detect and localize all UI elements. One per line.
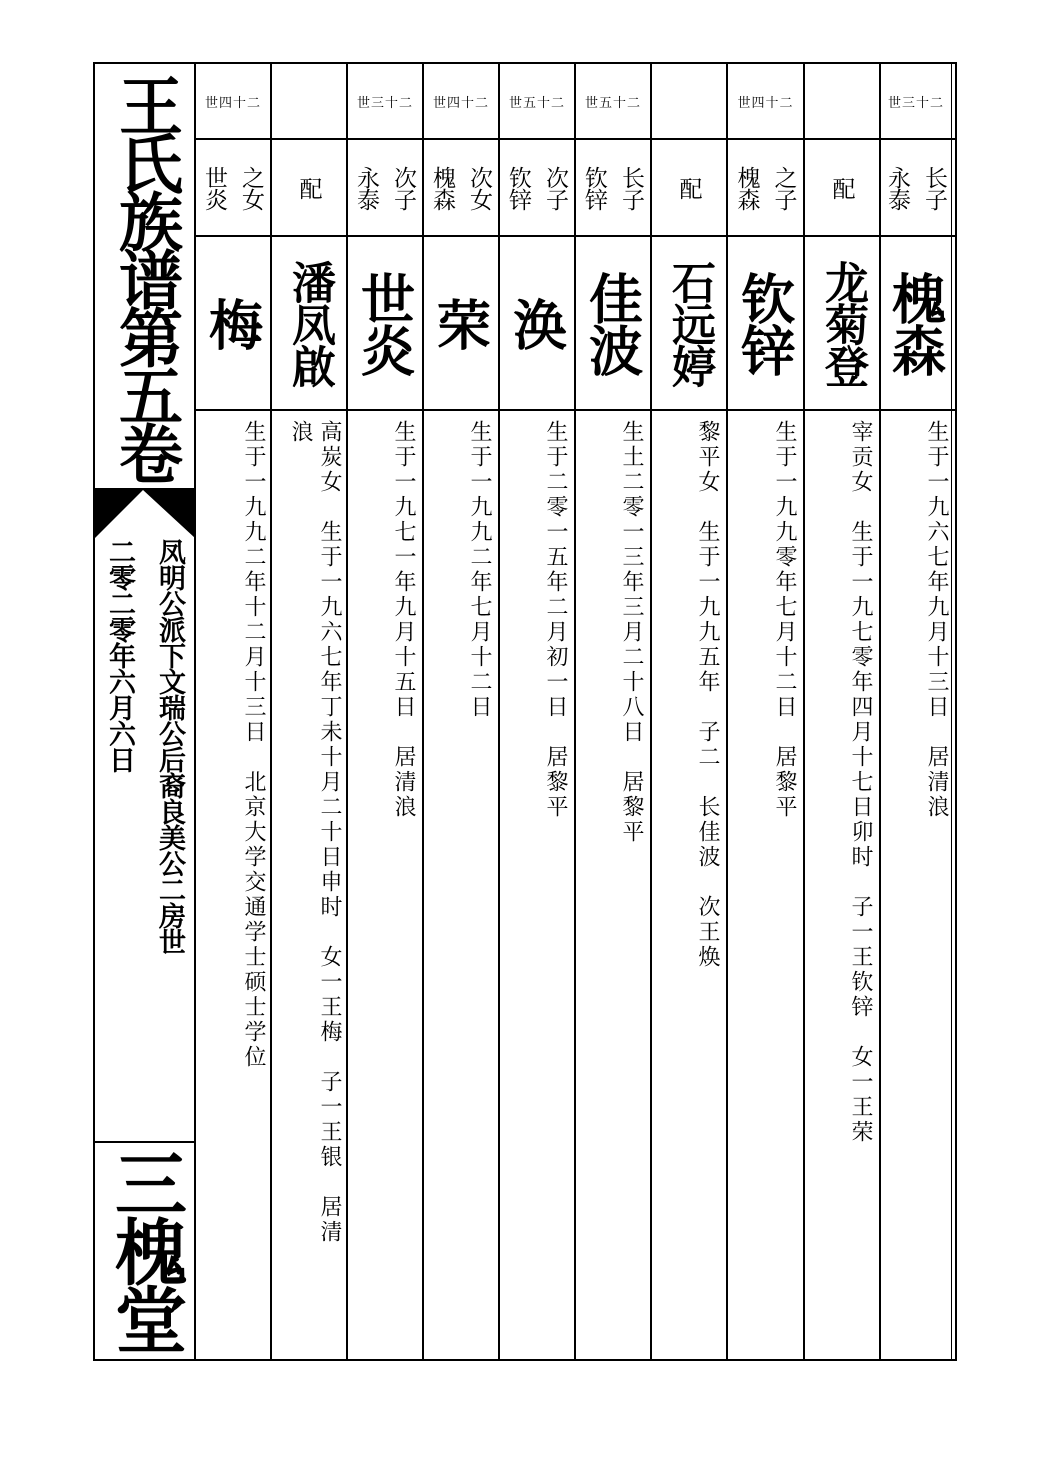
frame-bottom-line [93,1359,957,1361]
relation-parent: 永泰 [353,165,379,210]
person-name: 潘凤啟 [284,260,335,386]
relation-kin: 长子 [618,165,644,210]
fishtail-ornament [95,490,195,538]
date-line: 二零二零年六月六日 [104,538,135,772]
biography-text: 生土二零一三年三月二十八日 居黎平 [619,420,644,845]
generation-label: 世四十二 [737,95,794,111]
biography-text: 生于一九九二年十二月十三日 北京大学交通学士硕士学位 [241,420,266,1070]
relation-spouse: 配 [828,176,855,199]
lineage-line: 凤明公派下文瑞公后裔良美公二房世 [154,538,185,954]
relation-parent: 槐森 [733,165,760,210]
relation-kin: 次女 [466,165,492,210]
row-divider-name [194,409,957,411]
relation-spouse: 配 [295,176,322,199]
generation-label: 世四十二 [204,95,261,111]
person-name: 佳波 [580,271,645,375]
person-name: 梅 [200,297,265,349]
biography-text: 生于一九六七年九月十三日 居清浪 [924,420,949,820]
generation-label: 世五十二 [584,95,641,111]
relation-kin: 次子 [390,165,416,210]
generation-label: 世五十二 [508,95,565,111]
relation-parent: 永泰 [884,165,910,210]
relation-kin: 之子 [770,165,797,210]
biography-text: 生于一九九零年七月十二日 居黎平 [772,420,797,820]
relation-kin: 长子 [921,165,947,210]
person-name: 石远婷 [664,260,715,386]
volume-title: 王氏族谱第五卷 [108,73,183,479]
hall-name: 三槐堂 [103,1147,188,1351]
biography-text: 高炭女 生于一九六七年丁未十月二十日申时 女一王梅 子一王银 居清 [317,420,342,1245]
person-name: 龙菊登 [817,260,868,386]
biography-text: 黎平女 生于一九九五年 子二 长佳波 次王焕 [695,420,720,970]
biography-text: 宰贡女 生于一九七零年四月十七日卯时 子一王钦锌 女一王荣 [848,420,873,1145]
relation-kin: 之女 [238,165,264,210]
relation-parent: 钦锌 [581,165,607,210]
person-name: 荣 [428,297,493,349]
relation-parent: 钦锌 [505,165,531,210]
person-name: 槐森 [883,271,948,375]
generation-label: 世四十二 [432,95,489,111]
relation-kin: 次子 [542,165,568,210]
person-name: 世炎 [352,271,417,375]
generation-label: 世三十二 [887,95,944,111]
person-name: 钦锌 [733,271,797,375]
generation-label: 世三十二 [356,95,413,111]
person-name: 涣 [504,297,569,349]
biography-text-continued: 浪 [288,420,313,445]
biography-text: 生于二零一五年二月初一日 居黎平 [543,420,568,820]
biography-text: 生于一九九二年七月十二日 [467,420,492,720]
relation-parent: 槐森 [429,165,455,210]
relation-spouse: 配 [675,176,702,199]
biography-text: 生于一九七一年九月十五日 居清浪 [391,420,416,820]
relation-parent: 世炎 [201,165,227,210]
